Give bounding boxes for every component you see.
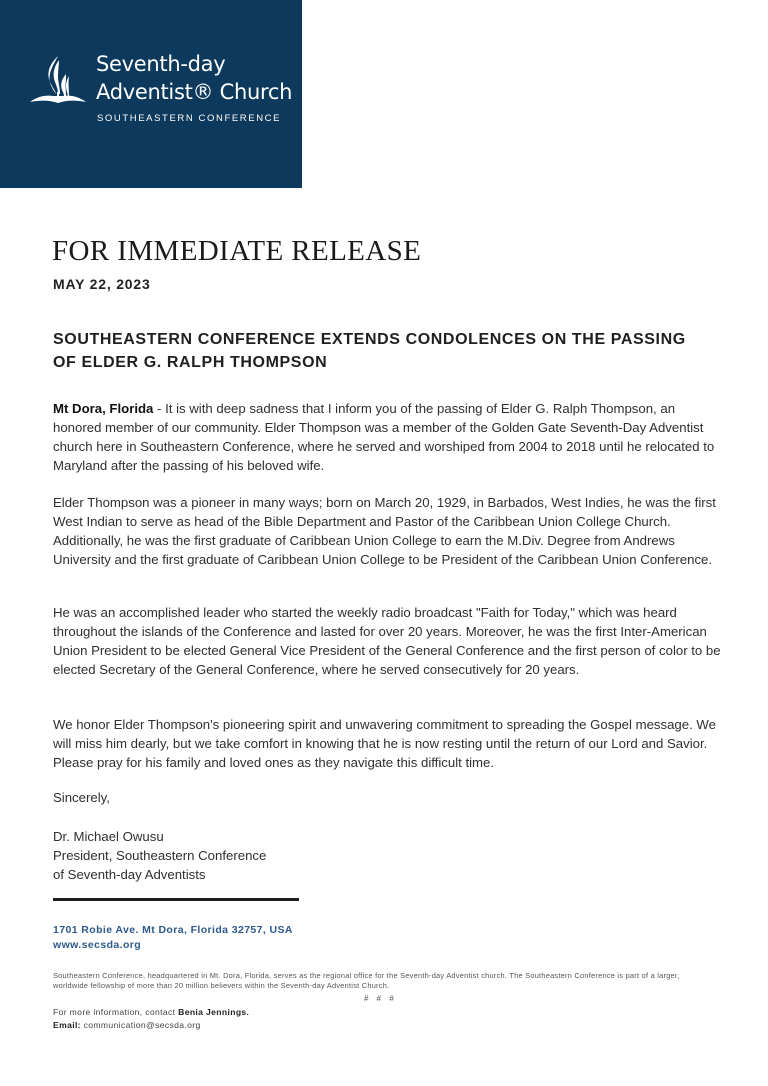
logo-wordmark-line2: Adventist® Church bbox=[96, 80, 293, 104]
website-link[interactable]: www.secsda.org bbox=[53, 939, 142, 951]
release-title: FOR IMMEDIATE RELEASE bbox=[52, 235, 422, 267]
body-paragraph-1 bbox=[53, 399, 723, 475]
contact-line bbox=[53, 1006, 249, 1019]
contact-prefix: For more information, contact bbox=[53, 1007, 179, 1017]
press-headline: SOUTHEASTERN CONFERENCE EXTENDS CONDOLENCES ON THE PASSING OF ELDER G. RALPH THOMPSON bbox=[53, 331, 686, 371]
body-paragraph-4: We honor Elder Thompson's pioneering spirit and unwavering commitment to spreading the Gospel message. We will miss him dearly, but we take comfort in knowing that he is now resting until the return of our Lord and Savior. Please pray for his family and loved ones as they navigate this difficult time. bbox=[53, 717, 716, 770]
signer-name: Dr. Michael Owusu bbox=[53, 829, 164, 844]
body-paragraph-2: Elder Thompson was a pioneer in many ways; born on March 20, 1929, in Barbados, West Indies, he was the first West Indian to serve as head of the Bible Department and Pastor of the Caribbean Union College Church. Additionally, he was the first graduate of Caribbean Union College to earn the M.Div. Degree from Andrews University and the first graduate of Caribbean Union College to be President of the Caribbean Union Conference. bbox=[53, 495, 716, 567]
contact-block bbox=[53, 1006, 249, 1032]
letterhead-banner bbox=[0, 0, 302, 188]
signature-block bbox=[53, 827, 266, 884]
street-address: 1701 Robie Ave. Mt Dora, Florida 32757, USA bbox=[53, 924, 293, 936]
divider-rule bbox=[53, 898, 299, 901]
closing: Sincerely, bbox=[53, 790, 110, 805]
logo-conference-name: SOUTHEASTERN CONFERENCE bbox=[97, 113, 282, 124]
contact-name: Benia Jennings. bbox=[178, 1007, 250, 1017]
signer-title: President, Southeastern Conference bbox=[53, 848, 267, 863]
signer-org: of Seventh-day Adventists bbox=[53, 867, 206, 882]
email-link[interactable]: communication@secsda.org bbox=[80, 1020, 201, 1030]
boilerplate-text: Southeastern Conference, headquartered in Mt. Dora, Florida, serves as the regional office for the Seventh-day Adventist church. The Southeastern Conference is part of a larger, worldwide fellowship of more than 20 million believers within the Seventh-day Adventist Church. bbox=[53, 971, 680, 990]
logo-wordmark-line1: Seventh-day bbox=[96, 52, 226, 76]
end-marks: # # # bbox=[364, 994, 397, 1003]
body-paragraph-3: He was an accomplished leader who started the weekly radio broadcast "Faith for Today," which was heard throughout the islands of the Conference and lasted for over 20 years. Moreover, he was the first Inter-American Union President to be elected General Vice President of the General Conference and the first person of color to be elected Secretary of the General Conference, where he served consecutively for 20 years. bbox=[53, 605, 721, 677]
paragraph-1-text: - It is with deep sadness that I inform you of the passing of Elder G. Ralph Thompson, an honored member of our community. Elder Thompson was a member of the Golden Gate Seventh-Day Adventist church here in Southeastern Conference, where he served and worshiped from 2004 to 2018 until he relocated to Maryland after the passing of his beloved wife. bbox=[53, 401, 715, 473]
email-line bbox=[53, 1019, 249, 1032]
flame-bible-logo-icon bbox=[28, 54, 88, 106]
release-date: MAY 22, 2023 bbox=[53, 276, 151, 292]
dateline: Mt Dora, Florida bbox=[53, 401, 154, 416]
email-label: Email: bbox=[53, 1020, 81, 1030]
address-block bbox=[53, 923, 293, 953]
